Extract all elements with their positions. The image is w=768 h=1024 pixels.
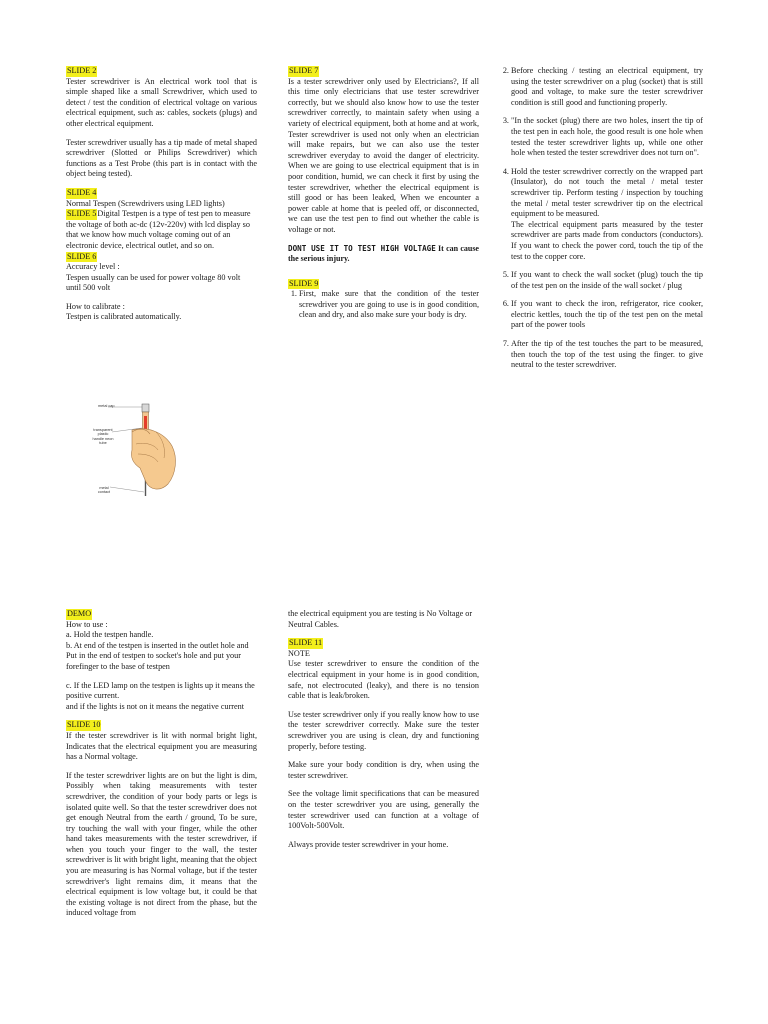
list-item: 1. First, make sure that the condition of the tester screwdriver you are going to use is in good condition, clean and dry, and also make sure your body is dry.	[299, 289, 479, 321]
slide-5-paragraph	[66, 209, 257, 251]
slide-5-text: Digital Testpen is a type of test pen to measure the voltage of both ac-dc (12v-220v) with lcd display so that we know how much voltage coming out of an electronic device, electrical outlet, and so on.	[66, 209, 251, 250]
column-4	[66, 609, 257, 927]
column-1	[66, 66, 257, 331]
figure-label-contact: metal contact	[97, 486, 111, 495]
slide-2-label: SLIDE 2	[67, 66, 97, 75]
slide-10-paragraph-2: If the tester screwdriver lights are on but the light is dim, Possibly when taking measurements with tester screwdriver, the condition of your body parts or legs is isolated quite well. So that the tester screwdriver does not get enough Neutral from the earth / ground, To be sure, try touching the wall with your finger, while the other hand takes measurements with the tester screwdriver, if when you touch your finger to the wall, the tester screwdriver is lit with bright light, meaning that the object you are measuring is has Normal voltage, but if the tester screwdriver's light remains dim, it means that the electrical equipment is low voltage but, it could be that the existing voltage is not direct from the phase, but the induced voltage from	[66, 770, 257, 918]
high-voltage-warning	[288, 244, 479, 265]
note-paragraph-2: Use tester screwdriver only if you really know how to use the tester screwdriver correctly. Make sure the tester screwdriver you are using is clean, dry and functioning properly, before testing.	[288, 709, 479, 751]
slide-10-label: SLIDE 10	[67, 720, 101, 730]
accuracy-text: Tespen usually can be used for power voltage 80 volt until 500 volt	[66, 272, 241, 293]
steps-list	[493, 66, 703, 371]
list-item: 6. If you want to check the iron, refrigerator, rice cooker, electric kettles, touch the tip of the test pen on the metal part of the power tools	[511, 299, 703, 331]
step-a: a. Hold the testpen handle.	[66, 630, 154, 640]
figure-label-metal-cap: metal cap	[98, 404, 115, 408]
warning-detail: It can cause the serious injury.	[288, 243, 479, 264]
calibrate-text: Testpen is calibrated automatically.	[66, 312, 182, 322]
step-c: c. If the LED lamp on the testpen is lights up it means the positive current.	[66, 680, 255, 701]
slide-7-paragraph: Is a tester screwdriver only used by Electricians?, If all this time only electricians that use tester screwdriver correctly, but we should also know how to use the tester screwdriver correctly, to maintain safety when using a variety of electrical equipment, both at home and at work, Tester screwdriver is used not only when an electrician will make repairs, but we can also use the tester screwdriver everyday to avoid the danger of electricity. When we are going to use electrical equipment that is in poor condition, humid, we can check it first by using the tester screwdriver, whether the electrical equipment is still good or has been leaked, When we encounter a power cable at home that is peeled off, or disconnected, we can use the test pen to find out whether the cable is voltage or not.	[288, 76, 479, 234]
warning-heading: DONT USE IT TO TEST HIGH VOLTAGE	[288, 243, 436, 253]
slide-4-text: Normal Tespen (Screwdrivers using LED lights)	[66, 198, 225, 208]
demo-label: DEMO	[67, 609, 92, 618]
list-item	[511, 167, 703, 262]
continued-text: the electrical equipment you are testing is No Voltage or Neutral Cables.	[288, 609, 473, 629]
note-paragraph-5: Always provide tester screwdriver in your home.	[288, 839, 449, 849]
list-item-text: Hold the tester screwdriver correctly on the wrapped part (Insulator), do not touch the metal / metal tester screwdriver tip. Perform testing / inspection by touching the metal / metal tester screwdriver tip on the electrical equipment to be measured.	[511, 166, 703, 219]
note-paragraph-4: See the voltage limit specifications that can be measured on the tester screwdriver you are using, generally the tester screwdriver used can function at a voltage of 100Volt-500Volt.	[288, 789, 479, 831]
slide-10-paragraph-1: If the tester screwdriver is lit with normal bright light, Indicates that the electrical equipment you are measuring has a Normal voltage.	[66, 730, 257, 762]
figure-label-handle: transparent plastic handle neon tube	[92, 428, 114, 446]
list-item: 5. If you want to check the wall socket (plug) touch the tip of the test pen on the inside of the wall socket / plug	[511, 270, 703, 291]
slide-9-list	[288, 289, 479, 321]
calibrate-heading: How to calibrate :	[66, 301, 125, 311]
note-paragraph-3: Make sure your body condition is dry, when using the tester screwdriver.	[288, 760, 479, 780]
note-heading: NOTE	[288, 648, 310, 658]
step-b: b. At end of the testpen is inserted in the outlet hole and Put in the end of testpen to socket's hole and put your forefinger to the base of testpen	[66, 640, 249, 671]
slide-9-label: SLIDE 9	[289, 278, 319, 288]
how-to-use-heading: How to use :	[66, 619, 108, 629]
slide-6-label: SLIDE 6	[67, 251, 97, 261]
list-item: 7. After the tip of the test touches the part to be measured, then touch the top of the test using the finger. to give neutral to the tester screwdriver.	[511, 339, 703, 371]
list-item: 3. "In the socket (plug) there are two holes, insert the tip of the test pen in each hole, the good result is one hole when tested the tester screwdriver lights up, while one other hole when tested the tester screwdriver does not turn on".	[511, 116, 703, 158]
slide-4-label: SLIDE 4	[67, 187, 97, 197]
slide-7-label: SLIDE 7	[289, 66, 319, 75]
step-c-continued: and if the lights is not on it means the negative current	[66, 701, 245, 711]
accuracy-heading: Accuracy level :	[66, 262, 120, 272]
column-2	[288, 66, 479, 329]
column-5	[288, 609, 479, 858]
slide-11-label: SLIDE 11	[289, 638, 323, 648]
testpen-hand-illustration	[92, 402, 184, 502]
note-paragraph-1: Use tester screwdriver to ensure the condition of the electrical equipment in your home is in good condition, safe, not electrocuted (leaky), and there is no tension cable that is leak/broken.	[288, 659, 479, 701]
list-item-extra: The electrical equipment parts measured by the tester screwdriver are parts made from conductors (conductors). If you want to check the power cord, touch the tip of the test to the copper core.	[511, 219, 703, 261]
slide-2-paragraph-1: Tester screwdriver is An electrical work tool that is simple shaped like a small Screwdriver, which used to detect / test the condition of electrical voltage on various electrical equipment, such as: cables, sockets (plugs) and other electrical equipment.	[66, 76, 257, 128]
list-item: 2. Before checking / testing an electrical equipment, try using the tester screwdriver on a plug (socket) that is still good and voltage, to make sure the tester screwdriver condition is still good and functioning properly.	[511, 66, 703, 108]
slide-2-paragraph-2: Tester screwdriver usually has a tip made of metal shaped screwdriver (Slotted or Philips Screwdriver) which functions as a Test Probe (this part is in contact with the object being tested).	[66, 137, 257, 179]
slide-5-label: SLIDE 5	[67, 209, 97, 219]
column-3	[493, 66, 703, 379]
